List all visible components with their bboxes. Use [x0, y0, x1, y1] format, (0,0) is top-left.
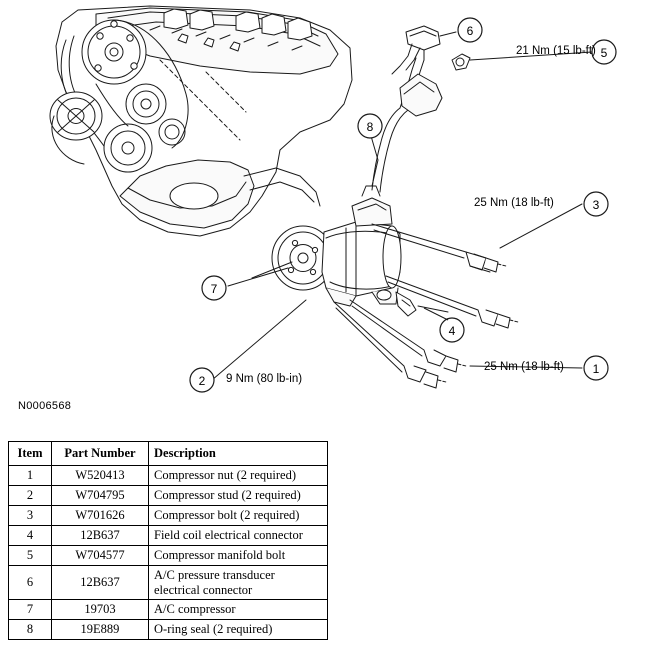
table-row: [9, 546, 328, 566]
cell-description: Compressor bolt (2 required): [149, 506, 328, 526]
cell-part-number: 12B637: [52, 566, 149, 600]
table-row: [9, 506, 328, 526]
cell-item: 7: [9, 600, 52, 620]
svg-text:1: 1: [592, 362, 600, 376]
cell-part-number: 12B637: [52, 526, 149, 546]
cell-description: A/C compressor: [149, 600, 328, 620]
cell-part-number: W520413: [52, 466, 149, 486]
svg-text:2: 2: [198, 374, 206, 388]
torque-label-1: 25 Nm (18 lb-ft): [484, 361, 564, 373]
cell-description: Compressor nut (2 required): [149, 466, 328, 486]
svg-text:4: 4: [448, 324, 456, 338]
cell-description: Compressor stud (2 required): [149, 486, 328, 506]
table-row: [9, 466, 328, 486]
table-row: [9, 600, 328, 620]
cell-description: O-ring seal (2 required): [149, 620, 328, 640]
header-description: Description: [149, 442, 328, 466]
header-part-number: Part Number: [52, 442, 149, 466]
torque-label-5: 21 Nm (15 lb-ft): [516, 45, 596, 57]
svg-text:3: 3: [592, 198, 600, 212]
cell-part-number: W701626: [52, 506, 149, 526]
cell-item: 6: [9, 566, 52, 600]
cell-item: 5: [9, 546, 52, 566]
parts-table: [8, 441, 328, 640]
cell-part-number: 19E889: [52, 620, 149, 640]
torque-label-2: 9 Nm (80 lb-in): [226, 373, 303, 385]
cell-item: 3: [9, 506, 52, 526]
cell-description: Compressor manifold bolt: [149, 546, 328, 566]
table-row: [9, 486, 328, 506]
cell-description: Field coil electrical connector: [149, 526, 328, 546]
cell-part-number: 19703: [52, 600, 149, 620]
figure-id: N0006568: [18, 400, 72, 412]
svg-text:6: 6: [466, 24, 474, 38]
cell-description: A/C pressure transducer electrical connector: [149, 566, 328, 600]
table-header-row: [9, 442, 328, 466]
cell-item: 4: [9, 526, 52, 546]
svg-text:8: 8: [366, 120, 374, 134]
cell-part-number: W704795: [52, 486, 149, 506]
cell-item: 8: [9, 620, 52, 640]
cell-part-number: W704577: [52, 546, 149, 566]
torque-label-3: 25 Nm (18 lb-ft): [474, 197, 554, 209]
table-row: [9, 526, 328, 546]
header-item: Item: [9, 442, 52, 466]
table-row: [9, 566, 328, 600]
svg-text:7: 7: [210, 282, 218, 296]
table-row: [9, 620, 328, 640]
svg-text:5: 5: [600, 46, 608, 60]
cell-item: 1: [9, 466, 52, 486]
cell-item: 2: [9, 486, 52, 506]
